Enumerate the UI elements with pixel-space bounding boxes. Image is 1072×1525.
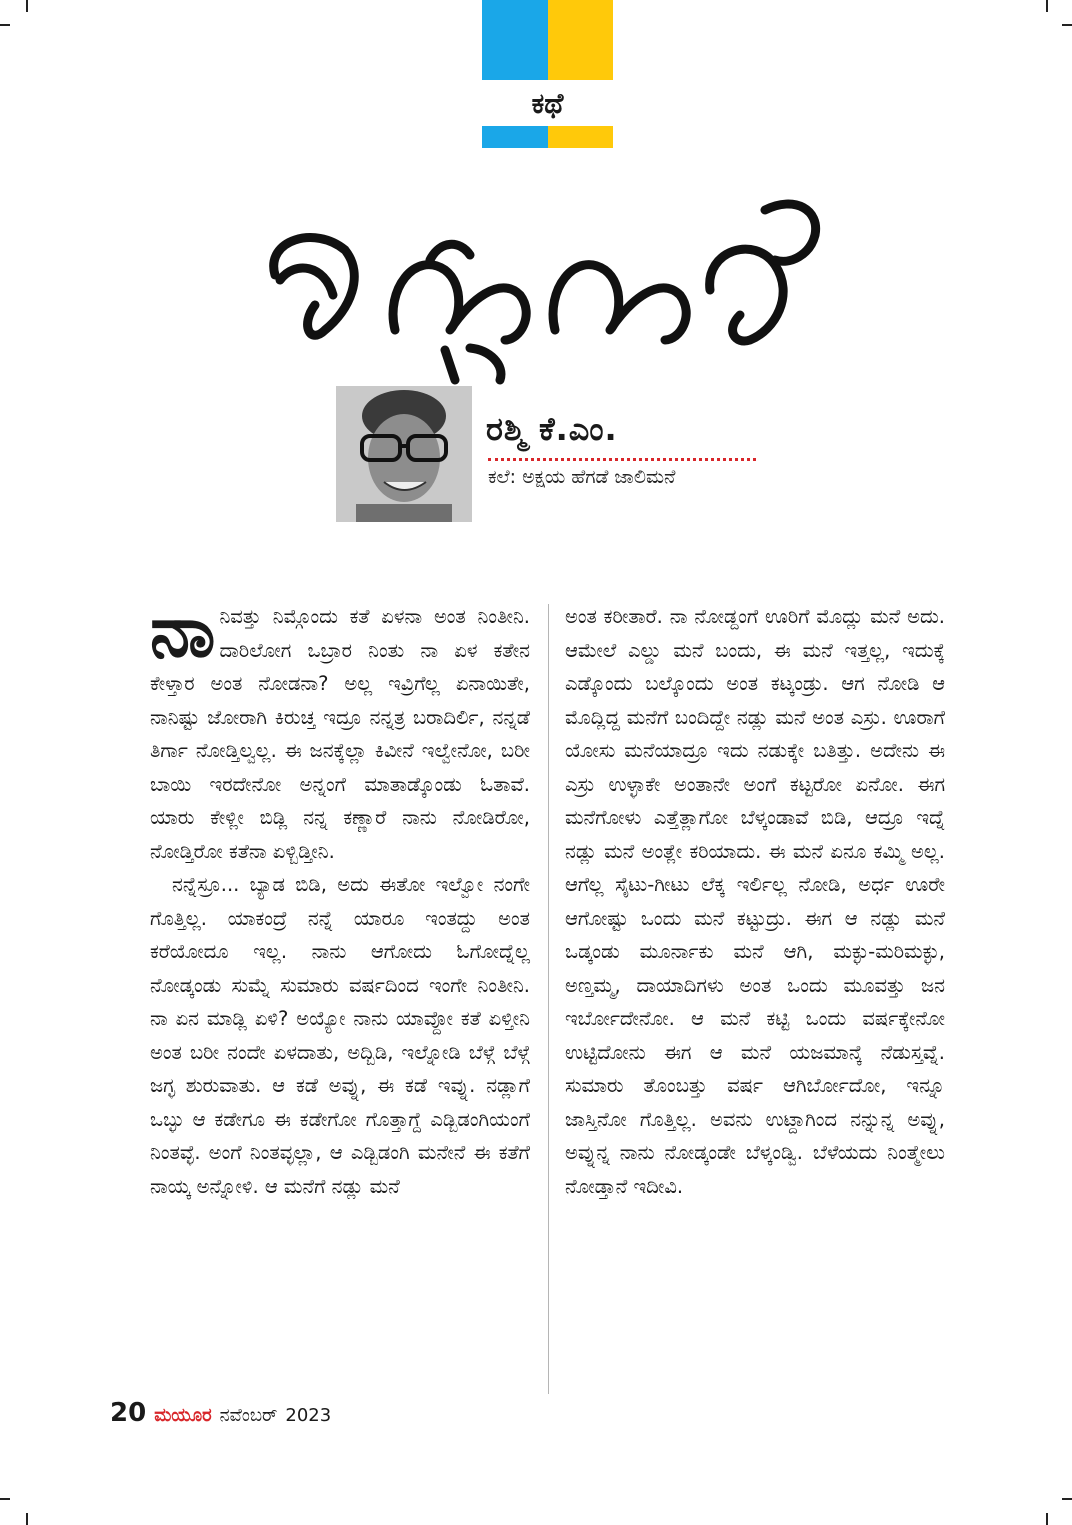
issue-year: 2023: [285, 1405, 332, 1426]
crop-mark-bottom-left: [26, 1513, 28, 1525]
crop-mark-right-upper: [1062, 24, 1072, 26]
author-portrait: [336, 386, 472, 522]
art-credit: ಕಲೆ: ಅಕ್ಷಯ ಹೆಗಡೆ ಜಾಲಿಮನೆ: [488, 466, 676, 488]
article-column-left: [150, 589, 530, 1203]
badge-yellow-block: [548, 0, 614, 80]
crop-mark-left-upper: [0, 24, 10, 26]
article-title: [255, 180, 835, 390]
drop-cap: ನಾ: [150, 589, 212, 673]
crop-mark-top-right: [1046, 0, 1048, 12]
column-divider: [548, 604, 549, 1394]
page-footer: [110, 1398, 331, 1428]
section-label: ಕಥೆ: [531, 87, 564, 120]
crop-mark-left-lower: [0, 1498, 10, 1500]
author-divider: [488, 458, 756, 461]
title-text: [255, 345, 835, 346]
badge-blue-block: [482, 0, 548, 80]
title-lettering: [255, 180, 835, 390]
crop-mark-right-lower: [1062, 1498, 1072, 1500]
badge-yellow-strip: [548, 126, 614, 148]
article-paragraph: ನನ್ನೆಸ್ರೂ... ಬ್ಯಾಡ ಬಿಡಿ, ಅದು ಈತೋ ಇಲ್ವೋ ನಂಗೇ ಗೊತ್ತಿಲ್ಲ. ಯಾಕಂದ್ರೆ ನನ್ನೆ ಯಾರೂ ಇಂತದ್ದು ಅಂತ ಕರೆಯೋದೂ ಇಲ್ಲ. ನಾನು ಆಗೋದು ಓಗೋದ್ನೆಲ್ಲ ನೋಡ್ಕಂಡು ಸುಮ್ನೆ ಸುಮಾರು ವರ್ಷದಿಂದ ಇಂಗೇ ನಿಂತೀನಿ. ನಾ ಏನ ಮಾಡ್ಲಿ ಏಳಿ? ಅಯ್ಯೋ ನಾನು ಯಾವ್ದೋ ಕತೆ ಏಳ್ತೀನಿ ಅಂತ ಬರೀ ನಂದೇ ಏಳದಾತು, ಅದ್ಬಿಡಿ, ಇಲ್ನೋಡಿ ಬೆಳ್ಗೆ ಬೆಳ್ಗೆ ಜಗ್ಳ ಶುರುವಾತು. ಆ ಕಡೆ ಅವ್ನು, ಈ ಕಡೆ ಇವ್ನು. ನಡ್ಲಾಗೆ ಒಬ್ಳು ಆ ಕಡೇಗೂ ಈ ಕಡೇಗೋ ಗೊತ್ತಾಗ್ದೆ ಎಡ್ಬಿಡಂಗಿಯಂಗೆ ನಿಂತವ್ಳೆ. ಅಂಗೆ ನಿಂತವ್ಳಲ್ಲಾ, ಆ ಎಡ್ಬಿಡಂಗಿ ಮನೇನೆ ಈ ಕತೆಗೆ ನಾಯ್ಕ ಅನ್ನೋಳಿ. ಆ ಮನೆಗೆ ನಡ್ಲು ಮನೆ: [150, 873, 530, 1198]
badge-top-bar: [482, 0, 613, 80]
crop-mark-top-left: [26, 0, 28, 12]
issue-month: ನವೆಂಬರ್: [219, 1405, 278, 1426]
crop-mark-bottom-right: [1046, 1513, 1048, 1525]
paragraph-text: ನಿವತ್ತು ನಿಮ್ಗೊಂದು ಕತೆ ಏಳನಾ ಅಂತ ನಿಂತೀನಿ. ದಾರಿಲೋಗ ಒಬ್ರಾರ ನಿಂತು ನಾ ಏಳ ಕತೇನ ಕೇಳ್ತಾರ ಅಂತ ನೋಡನಾ? ಅಲ್ಲ ಇವ್ರಿಗೆಲ್ಲ ಏನಾಯಿತೇ, ನಾನಿಷ್ಟು ಜೋರಾಗಿ ಕಿರುಚ್ತ ಇದ್ರೂ ನನ್ನತ್ರ ಬರಾದಿರ್ಲಿ, ನನ್ನಡೆ ತಿರ್ಗಾ ನೋಡ್ತಿಲ್ವಲ್ಲ. ಈ ಜನಕ್ಕೆಲ್ಲಾ ಕಿವೀನೆ ಇಲ್ವೇನೋ, ಬರೀ ಬಾಯಿ ಇರದೇನೋ ಅನ್ನಂಗೆ ಮಾತಾಡ್ಕೊಂಡು ಓತಾವೆ. ಯಾರು ಕೇಳ್ಲೀ ಬಿಡ್ಲಿ ನನ್ನ ಕಣ್ಣಾರೆ ನಾನು ನೋಡಿರೋ, ನೋಡ್ತಿರೋ ಕತೆನಾ ಏಳ್ಬಿಡ್ತೀನಿ.: [150, 605, 530, 863]
article-column-right: [565, 600, 945, 1203]
author-name: ರಶ್ಮಿ ಕೆ.ಎಂ.: [486, 410, 618, 448]
badge-bottom-bar: [482, 126, 613, 148]
magazine-logo: ಮಯೂರ: [154, 1405, 212, 1426]
page-number: 20: [110, 1398, 147, 1428]
section-badge: [482, 0, 613, 148]
article-paragraph: ಅಂತ ಕರೀತಾರೆ. ನಾ ನೋಡ್ದಂಗೆ ಊರಿಗೆ ಮೊದ್ಲು ಮನೆ ಅದು. ಆಮೇಲೆ ಎಲ್ಡು ಮನೆ ಬಂದು, ಈ ಮನೆ ಇತ್ತಲ್ಲ, ಇದುಕ್ಕೆ ಎಡ್ಕೊಂದು ಬಲ್ಕೊಂದು ಅಂತ ಕಟ್ಕಂಡ್ರು. ಆಗ ನೋಡಿ ಆ ಮೊದ್ಲಿದ್ದ ಮನೆಗೆ ಬಂದಿದ್ದೇ ನಡ್ಲು ಮನೆ ಅಂತ ಎಸ್ರು. ಊರಾಗೆ ಯೋಸು ಮನೆಯಾದ್ರೂ ಇದು ನಡುಕ್ಕೇ ಬತಿತ್ತು. ಅದೇನು ಈ ಎಸ್ರು ಉಳ್ಳಾಕೇ ಅಂತಾನೇ ಅಂಗೆ ಕಟ್ಟರೋ ಏನೋ. ಈಗ ಮನೆಗೋಳು ಎತ್ತೆತ್ಲಾಗೋ ಬೆಳ್ಕಂಡಾವೆ ಬಿಡಿ, ಆದ್ರೂ ಇದ್ನೆ ನಡ್ಲು ಮನೆ ಅಂತ್ಲೇ ಕರಿಯಾದು. ಈ ಮನೆ ಏನೂ ಕಮ್ಮಿ ಅಲ್ಲ. ಆಗೆಲ್ಲ ಸೈಟು-ಗೀಟು ಲೆಕ್ಕ ಇರ್ಲಿಲ್ಲ ನೋಡಿ, ಅರ್ಧ ಊರೇ ಆಗೋಷ್ಟು ಒಂದು ಮನೆ ಕಟ್ಟುದ್ರು. ಈಗ ಆ ನಡ್ಲು ಮನೆ ಒಡ್ಕಂಡು ಮೂರ್ನಾಕು ಮನೆ ಆಗಿ, ಮಕ್ಳು-ಮರಿಮಕ್ಳು, ಅಣ್ತಮ್ಮ, ದಾಯಾದಿಗಳು ಅಂತ ಒಂದು ಮೂವತ್ತು ಜನ ಇರ್ಬೋದೇನೋ. ಆ ಮನೆ ಕಟ್ಟಿ ಒಂದು ವರ್ಷಕ್ಕೇನೋ ಉಟ್ಟಿದೋನು ಈಗ ಆ ಮನೆ ಯಜಮಾನ್ಕೆ ನೆಡುಸ್ತವ್ನೆ. ಸುಮಾರು ತೊಂಬತ್ತು ವರ್ಷ ಆಗಿರ್ಬೋದೋ, ಇನ್ನೂ ಜಾಸ್ತಿನೋ ಗೊತ್ತಿಲ್ಲ. ಅವನು ಉಟ್ದಾಗಿಂದ ನನ್ನುನ್ನ ಅವ್ನು, ಅವ್ನುನ್ನ ನಾನು ನೋಡ್ಕಂಡೇ ಬೆಳ್ಕಂಡ್ವಿ. ಬೆಳೆಯದು ನಿಂತ್ಮೇಲು ನೋಡ್ತಾನೆ ಇದೀವಿ.: [565, 605, 945, 1198]
author-photo: [336, 386, 472, 522]
badge-blue-strip: [482, 126, 548, 148]
article-paragraph: [150, 589, 530, 868]
